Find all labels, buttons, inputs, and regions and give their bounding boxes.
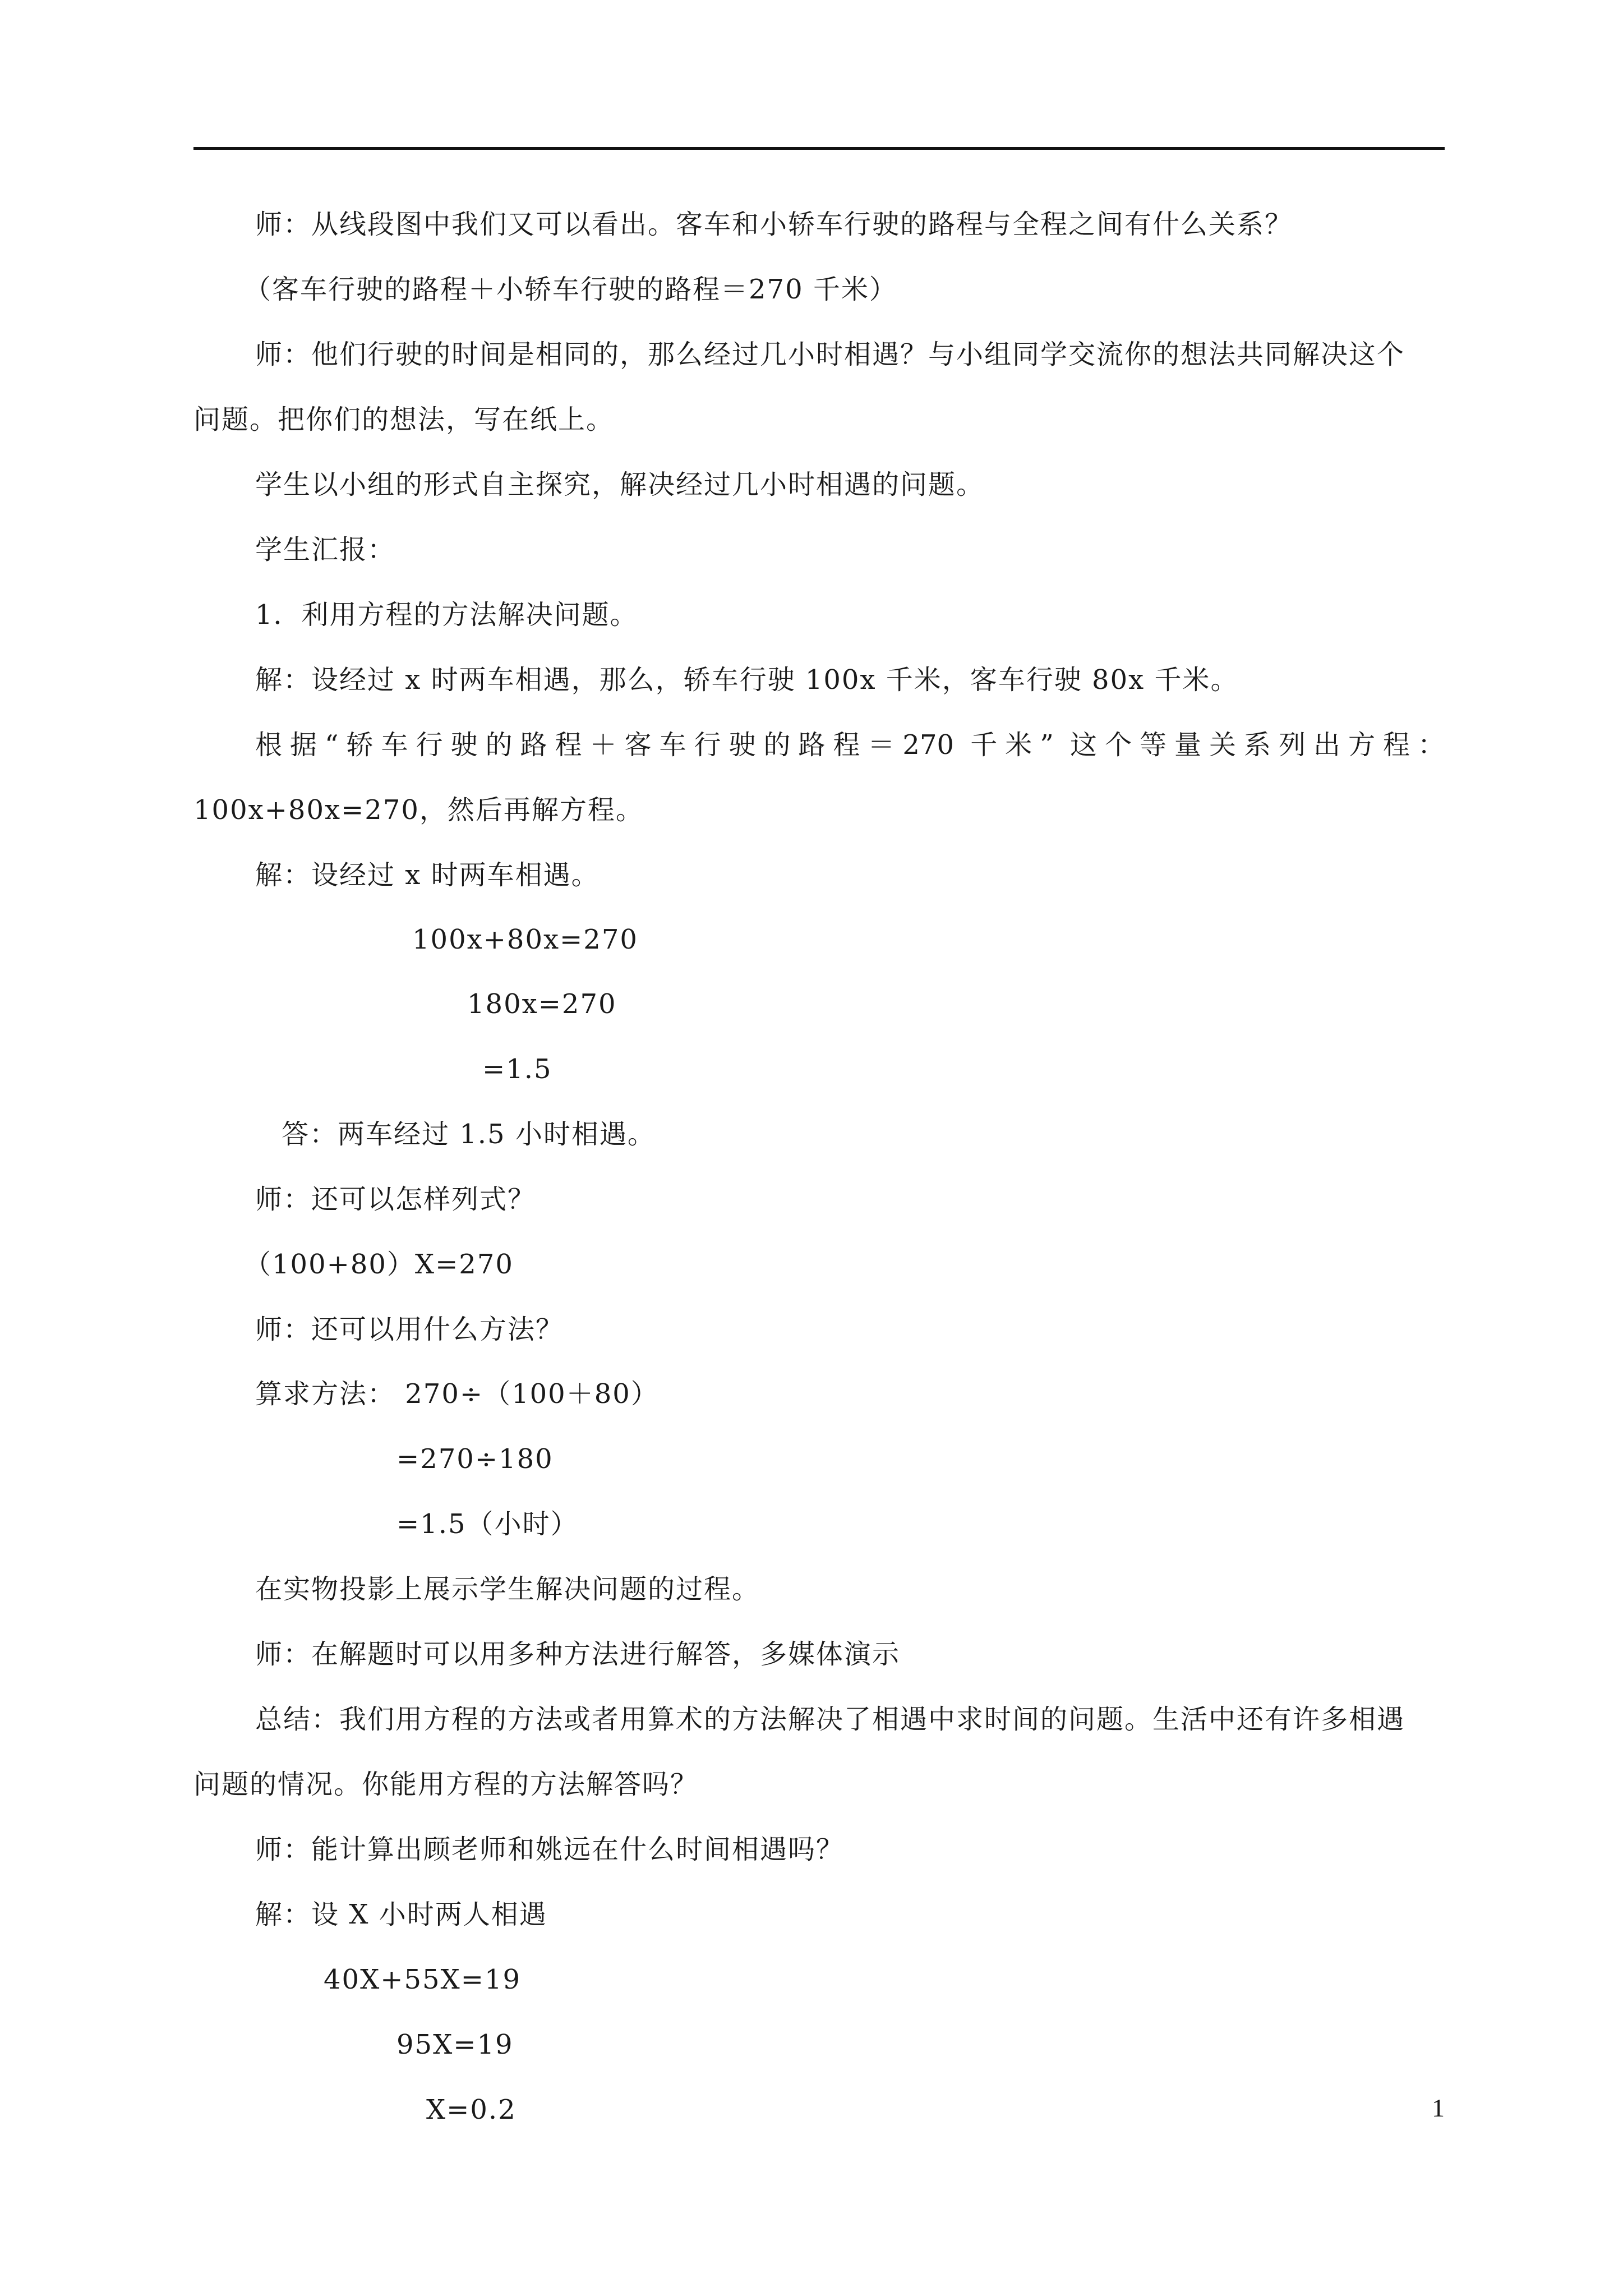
equation-line: =270÷180 (396, 1443, 554, 1475)
paragraph-line: 师：还可以怎样列式？ (255, 1184, 536, 1215)
paragraph-line: 师：能计算出顾老师和姚远在什么时间相遇吗？ (255, 1834, 845, 1865)
paragraph-line: 根据“轿车行驶的路程＋客车行驶的路程＝270 千米” 这个等量关系列出方程： (255, 729, 1445, 761)
equation-line: 95X=19 (396, 2029, 514, 2060)
paragraph-line: 师：在解题时可以用多种方法进行解答，多媒体演示 (255, 1639, 901, 1670)
paragraph-line: 学生汇报： (255, 534, 396, 565)
paragraph-line: 师：还可以用什么方法？ (255, 1314, 564, 1345)
paragraph-line: 解：设经过 x 时两车相遇。 (255, 859, 600, 891)
paragraph-line: 问题。把你们的想法，写在纸上。 (193, 404, 615, 435)
paragraph-line: 学生以小组的形式自主探究，解决经过几小时相遇的问题。 (255, 469, 985, 500)
equation-line: 180x=270 (467, 988, 617, 1020)
equation-line: 100x+80x=270 (412, 924, 638, 955)
answer-line: 答：两车经过 1.5 小时相遇。 (282, 1119, 656, 1150)
paragraph-line: 1．利用方程的方法解决问题。 (255, 599, 638, 631)
paragraph-line: （客车行驶的路程＋小轿车行驶的路程＝270 千米） (244, 274, 897, 305)
equation-line: =1.5 (482, 1053, 552, 1085)
paragraph-line: 100x+80x=270，然后再解方程。 (193, 794, 644, 826)
header-rule (193, 147, 1445, 150)
equation-line: （100+80）X=270 (244, 1249, 514, 1280)
equation-line: 40X+55X=19 (324, 1964, 522, 1995)
equation-line: X=0.2 (426, 2094, 517, 2125)
page-number: 1 (1432, 2093, 1445, 2122)
paragraph-line: 解：设 X 小时两人相遇 (255, 1899, 547, 1930)
paragraph-line: 问题的情况。你能用方程的方法解答吗？ (193, 1769, 699, 1800)
paragraph-line: 师：从线段图中我们又可以看出。客车和小轿车行驶的路程与全程之间有什么关系？ (255, 209, 1293, 240)
paragraph-line: 在实物投影上展示学生解决问题的过程。 (255, 1573, 760, 1605)
paragraph-line: 解：设经过 x 时两车相遇，那么，轿车行驶 100x 千米，客车行驶 80x 千米。 (255, 664, 1239, 696)
paragraph-line: 师：他们行驶的时间是相同的，那么经过几小时相遇？与小组同学交流你的想法共同解决这个 (255, 339, 1405, 370)
paragraph-line: 总结：我们用方程的方法或者用算术的方法解决了相遇中求时间的问题。生活中还有许多相遇 (255, 1704, 1405, 1735)
equation-line: =1.5（小时） (396, 1508, 579, 1540)
paragraph-line: 算求方法： 270÷（100＋80） (255, 1378, 659, 1410)
